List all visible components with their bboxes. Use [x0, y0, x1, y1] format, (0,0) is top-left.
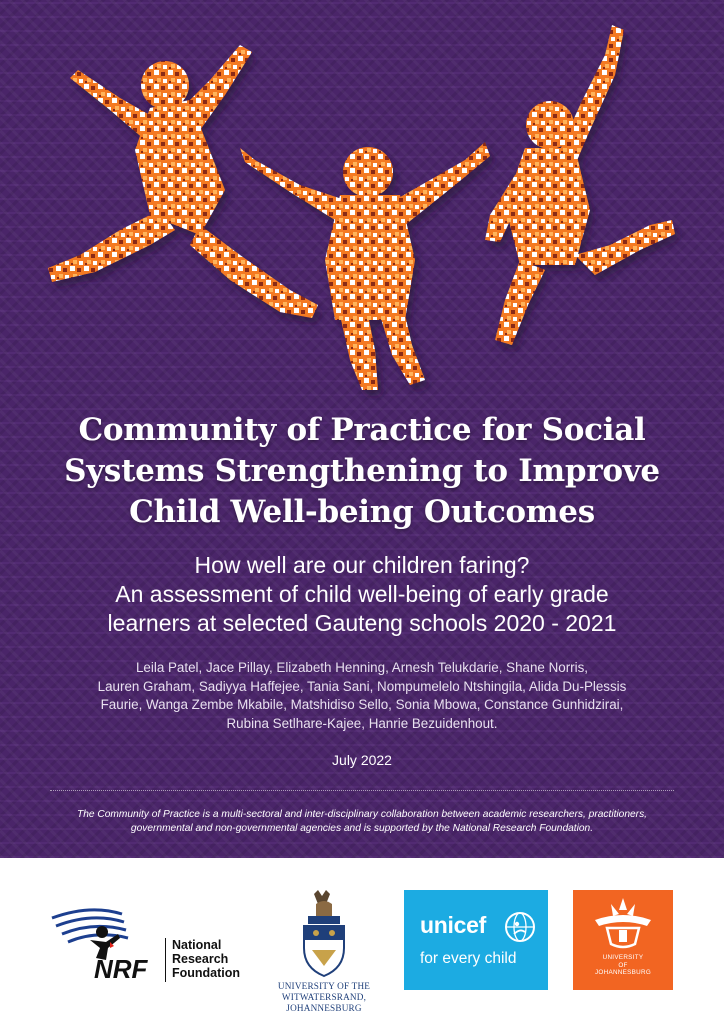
nrf-wordmark: National Research Foundation — [165, 938, 240, 982]
wits-wordmark: UNIVERSITY OF THE WITWATERSRAND, JOHANNESBURG — [277, 981, 371, 1013]
dotted-divider — [50, 790, 674, 791]
uj-emblem-icon — [573, 890, 673, 954]
child-figure-middle — [240, 142, 490, 390]
publication-date: July 2022 — [332, 752, 392, 768]
wits-crest-icon — [268, 888, 380, 980]
unicef-globe-icon — [503, 910, 537, 944]
uj-wordmark: UNIVERSITY OF JOHANNESBURG — [594, 954, 652, 976]
unicef-wordmark: unicef — [420, 912, 486, 938]
report-subtitle: How well are our children faring? An assessment of child well-being of early grade learners at selected Gauteng schools 2020 - 2021 — [107, 552, 617, 636]
community-of-practice-note: The Community of Practice is a multi-sectoral and inter-disciplinary collaboration between academic researchers, practitioners, governmental and non-governmental agencies and is supported by the National Research Foundation. — [77, 809, 647, 834]
nrf-emblem-icon — [50, 896, 165, 986]
author-list: Leila Patel, Jace Pillay, Elizabeth Henning, Arnesh Telukdarie, Shane Norris, Lauren Graham, Sadiyya Haffejee, Tania Sani, Nompumelelo Ntshingila, Alida Du-Plessis Faurie, Wanga Zembe Mkabile, Matshidiso Sello, Sonia Mbowa, Constance Gunhidzirai, Rubina Setlhare-Kajee, Hanrie Bezuidenhout. — [97, 660, 627, 731]
nrf-logo — [50, 896, 250, 986]
unicef-logo — [404, 890, 548, 990]
uj-logo — [573, 890, 673, 990]
partner-logos-bar — [0, 858, 724, 1024]
wits-logo — [268, 888, 380, 1013]
report-title: Community of Practice for Social Systems Strengthening to Improve Child Well-being Outcomes — [64, 412, 660, 530]
unicef-tagline: for every child — [420, 950, 517, 967]
child-figure-right — [485, 25, 675, 345]
svg-text:NRF: NRF — [94, 954, 148, 984]
jumping-children-illustration — [0, 0, 724, 400]
